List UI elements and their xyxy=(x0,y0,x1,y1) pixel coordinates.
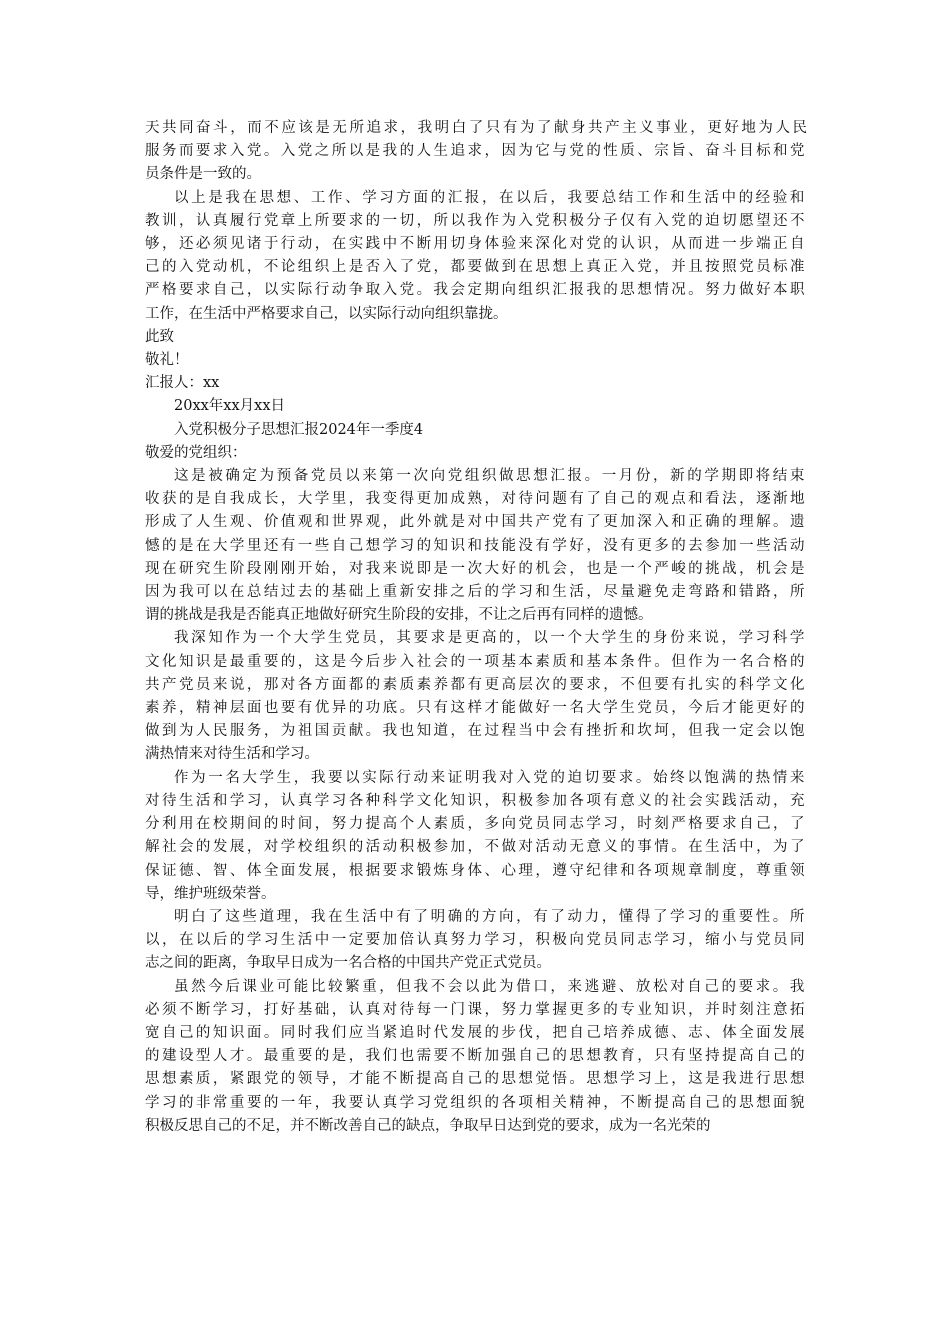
text-line: 明白了这些道理，我在生活中有了明确的方向，有了动力，懂得了学习的重要性。所 xyxy=(174,908,807,925)
text-line: 谓的挑战是我是否能真正地做好研究生阶段的安排，不让之后再有同样的遗憾。 xyxy=(145,607,653,624)
text-line: 以上是我在思想、工作、学习方面的汇报，在以后，我要总结工作和生活中的经验和 xyxy=(174,189,807,206)
paragraph-continuation xyxy=(145,117,807,187)
paragraph-main-1 xyxy=(145,465,807,627)
document-page xyxy=(145,117,807,1138)
text-line: 宽自己的知识面。同时我们应当紧追时代发展的步伐，把自己培养成德、志、体全面发展 xyxy=(145,1024,807,1041)
text-line: 素养，精神层面也要有优异的功底。只有这样才能做好一名大学生党员，今后才能更好的 xyxy=(145,700,807,717)
text-line: 天共同奋斗，而不应该是无所追求，我明白了只有为了献身共产主义事业，更好地为人民 xyxy=(145,120,807,136)
closing-salute-2: 敬礼！ xyxy=(145,352,189,369)
closing-salute-1: 此致 xyxy=(145,328,174,345)
text-line: 对待生活和学习，认真学习各种科学文化知识，积极参加各项有意义的社会实践活动，充 xyxy=(145,792,807,809)
report-date: 20xx年xx月xx日 xyxy=(174,398,286,415)
text-line: 工作，在生活中严格要求自己，以实际行动向组织靠拢。 xyxy=(145,305,508,322)
text-line: 教训，认真履行党章上所要求的一切，所以我作为入党积极分子仅有入党的迫切愿望还不 xyxy=(145,212,807,229)
text-line: 服务而要求入党。入党之所以是我的人生追求，因为它与党的性质、宗旨、奋斗目标和党 xyxy=(145,143,807,160)
text-line: 虽然今后课业可能比较繁重，但我不会以此为借口，来逃避、放松对自己的要求。我 xyxy=(174,978,807,995)
text-line: 满热情来对待生活和学习。 xyxy=(145,746,319,763)
text-line: 这是被确定为预备党员以来第一次向党组织做思想汇报。一月份，新的学期即将结束 xyxy=(174,468,807,485)
text-line: 形成了人生观、价值观和世界观，此外就是对中国共产党有了更加深入和正确的理解。遗 xyxy=(145,514,807,531)
text-line: 现在研究生阶段刚刚开始，对我来说即是一次大好的机会，也是一个严峻的挑战，机会是 xyxy=(145,560,807,577)
text-line: 我深知作为一个大学生党员，其要求是更高的，以一个大学生的身份来说，学习科学 xyxy=(174,630,807,647)
paragraph-main-5 xyxy=(145,976,807,1138)
text-line: 因为我可以在总结过去的基础上重新安排之后的学习和生活，尽量避免走弯路和错路，所 xyxy=(145,584,807,601)
text-line: 必须不断学习，打好基础，认真对待每一门课，努力掌握更多的专业知识，并时刻注意拓 xyxy=(145,1001,807,1018)
text-line: 文化知识是最重要的，这是今后步入社会的一项基本素质和基本条件。但作为一名合格的 xyxy=(145,653,807,670)
text-line: 严格要求自己，以实际行动争取入党。我会定期向组织汇报我的思想情况。努力做好本职 xyxy=(145,282,807,299)
reporter-line: 汇报人：xx xyxy=(145,375,220,392)
text-line: 员条件是一致的。 xyxy=(145,166,261,183)
text-line: 志之间的距离，争取早日成为一名合格的中国共产党正式党员。 xyxy=(145,955,551,972)
text-line: 以，在以后的学习生活中一定要加倍认真努力学习，积极向党员同志学习，缩小与党员同 xyxy=(145,932,807,949)
text-line: 己的入党动机，不论组织上是否入了党，都要做到在思想上真正入党，并且按照党员标准 xyxy=(145,259,807,276)
text-line: 收获的是自我成长，大学里，我变得更加成熟，对待问题有了自己的观点和看法，逐渐地 xyxy=(145,491,807,508)
text-line: 思想素质，紧跟党的领导，才能不断提高自己的思想觉悟。思想学习上，这是我进行思想 xyxy=(145,1071,807,1088)
text-line: 积极反思自己的不足，并不断改善自己的缺点，争取早日达到党的要求，成为一名光荣的 xyxy=(145,1117,711,1134)
text-line: 解社会的发展，对学校组织的活动积极参加，不做对活动无意义的事情。在生活中，为了 xyxy=(145,839,807,856)
paragraph-main-3 xyxy=(145,767,807,906)
paragraph-main-4 xyxy=(145,906,807,976)
section-title: 入党积极分子思想汇报2024年一季度4 xyxy=(174,421,424,438)
text-line: 学习的非常重要的一年，我要认真学习党组织的各项相关精神，不断提高自己的思想面貌 xyxy=(145,1094,807,1111)
text-line: 分利用在校期间的时间，努力提高个人素质，多向党员同志学习，时刻严格要求自己，了 xyxy=(145,816,807,833)
text-line: 做到为人民服务，为祖国贡献。我也知道，在过程当中会有挫折和坎坷，但我一定会以饱 xyxy=(145,723,807,740)
greeting: 敬爱的党组织： xyxy=(145,444,247,461)
text-line: 憾的是在大学里还有一些自己想学习的知识和技能没有学好，没有更多的去参加一些活动 xyxy=(145,537,807,554)
paragraph-summary xyxy=(145,187,807,326)
text-line: 共产党员来说，那对各方面都的素质素养都有更高层次的要求，不但要有扎实的科学文化 xyxy=(145,676,807,693)
text-line: 作为一名大学生，我要以实际行动来证明我对入党的迫切要求。始终以饱满的热情来 xyxy=(174,769,807,786)
paragraph-main-2 xyxy=(145,627,807,766)
text-line: 够，还必须见诸于行动，在实践中不断用切身体验来深化对党的认识，从而进一步端正自 xyxy=(145,236,807,253)
text-line: 保证德、智、体全面发展，根据要求锻炼身体、心理，遵守纪律和各项规章制度，尊重领 xyxy=(145,862,807,879)
text-line: 的建设型人才。最重要的是，我们也需要不断加强自己的思想教育，只有坚持提高自己的 xyxy=(145,1048,807,1065)
text-line: 导，维护班级荣誉。 xyxy=(145,885,276,902)
